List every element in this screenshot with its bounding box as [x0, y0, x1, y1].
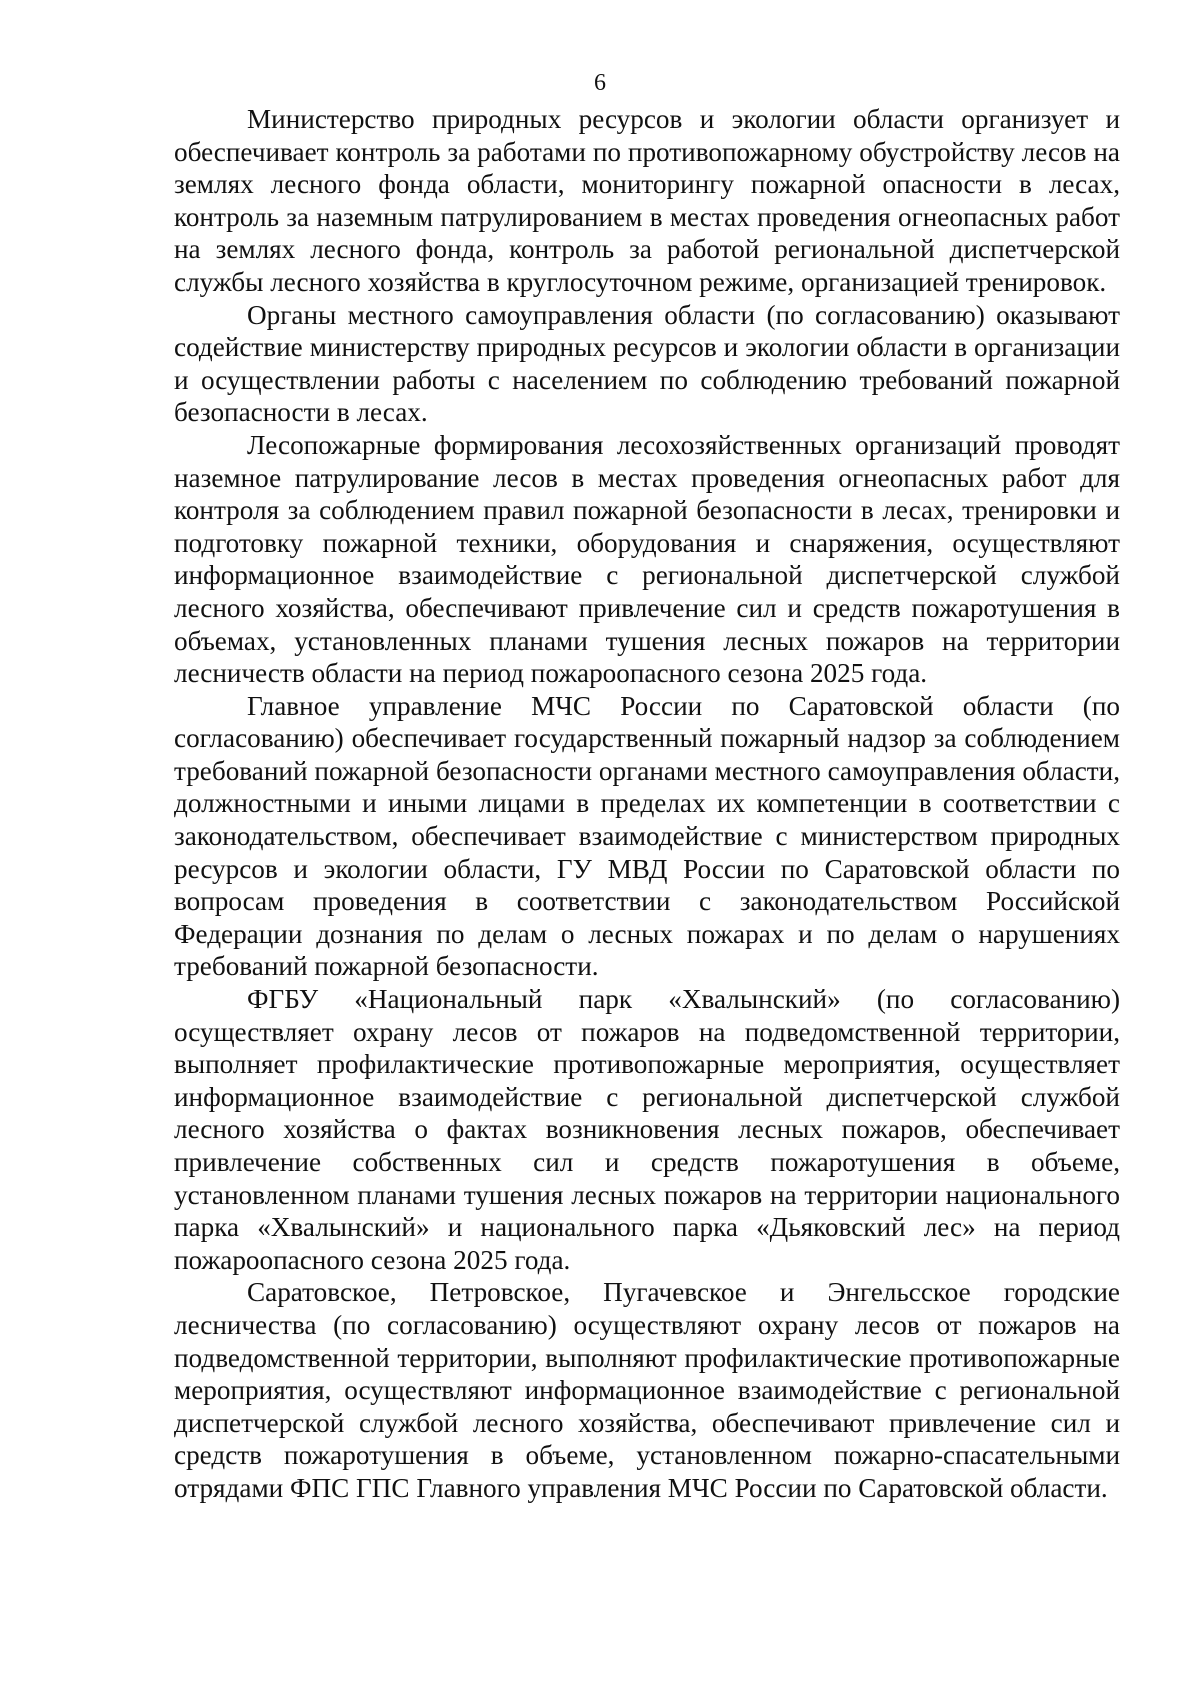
paragraph-emergency-ministry-directorate: Главное управление МЧС России по Саратовской области (по согласованию) обеспечивает государственный пожарный надзор за соблюдением требований пожарной безопасности органами местного самоуправления области, должностными и иными лицами в пределах их компетенции в соответствии с законодательством, обеспечивает взаимодействие с министерством природных ресурсов и экологии области, ГУ МВД России по Саратовской области по вопросам проведения в соответствии с законодательством Российской Федерации дознания по делам о лесных пожарах и по делам о нарушениях требований пожарной безопасности.	[174, 690, 1120, 982]
paragraph-forest-fire-formations: Лесопожарные формирования лесохозяйственных организаций проводят наземное патрулирование лесов в местах проведения огнеопасных работ для контроля за соблюдением правил пожарной безопасности в лесах, тренировки и подготовку пожарной техники, оборудования и снаряжения, осуществляют информационное взаимодействие с региональной диспетчерской службой лесного хозяйства, обеспечивают привлечение сил и средств пожаротушения в объемах, установленных планами тушения лесных пожаров на территории лесничеств области на период пожароопасного сезона 2025 года.	[174, 429, 1120, 689]
document-body	[174, 103, 1120, 1505]
page-number: 6	[594, 70, 606, 96]
paragraph-local-self-government: Органы местного самоуправления области (по согласованию) оказывают содействие министерству природных ресурсов и экологии области в организации и осуществлении работы с населением по соблюдению требований пожарной безопасности в лесах.	[174, 299, 1120, 428]
paragraph-khvalynsky-national-park: ФГБУ «Национальный парк «Хвалынский» (по согласованию) осуществляет охрану лесов от пожаров на подведомственной территории, выполняет профилактические противопожарные мероприятия, осуществляет информационное взаимодействие с региональной диспетчерской службой лесного хозяйства о фактах возникновения лесных пожаров, обеспечивает привлечение собственных сил и средств пожаротушения в объеме, установленном планами тушения лесных пожаров на территории национального парка «Хвалынский» и национального парка «Дьяковский лес» на период пожароопасного сезона 2025 года.	[174, 984, 1120, 1275]
paragraph-ministry-natural-resources: Министерство природных ресурсов и экологии области организует и обеспечивает контроль за работами по противопожарному обустройству лесов на землях лесного фонда области, мониторингу пожарной опасности в лесах, контроль за наземным патрулированием в местах проведения огнеопасных работ на землях лесного фонда, контроль за работой региональной диспетчерской службы лесного хозяйства в круглосуточном режиме, организацией тренировок.	[174, 104, 1120, 297]
paragraph-city-forestries: Саратовское, Петровское, Пугачевское и Энгельсское городские лесничества (по согласованию) осуществляют охрану лесов от пожаров на подведомственной территории, выполняют профилактические противопожарные мероприятия, осуществляют информационное взаимодействие с региональной диспетчерской службой лесного хозяйства, обеспечивают привлечение сил и средств пожаротушения в объеме, установленном пожарно-спасательными отрядами ФПС ГПС Главного управления МЧС России по Саратовской области.	[174, 1277, 1120, 1503]
